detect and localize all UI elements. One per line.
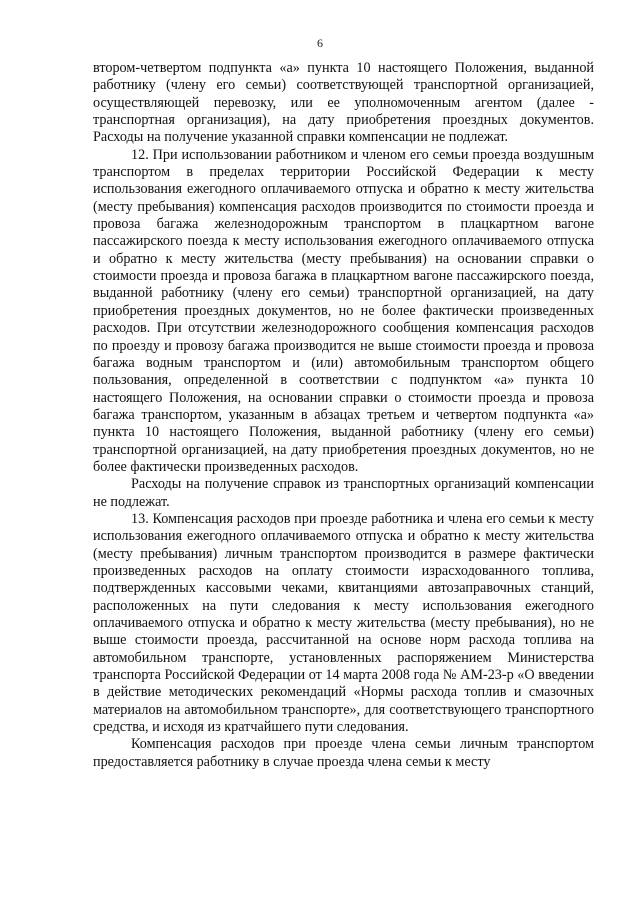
paragraph-item-12: 12. При использовании работником и членом его семьи проезда воздушным транспортом в пределах территории Российской Федерации к месту использования ежегодного оплачиваемого отпуска и обратно к месту жительства (месту пребывания) компенсация расходов производится по стоимости проезда и провоза багажа железнодорожным транспортом в плацкартном вагоне пассажирского поезда к месту использования ежегодного оплачиваемого отпуска и обратно к месту жительства (месту пребывания) на основании справки о стоимости проезда и провоза багажа в плацкартном вагоне пассажирского поезда, выданной работнику (члену его семьи) транспортной организацией, на дату приобретения проездных документов, но не более фактически произведенных расходов. При отсутствии железнодорожного сообщения компенсация расходов по проезду и провозу багажа производится не выше стоимости проезда и провоза багажа водным транспортом и (или) автомобильным транспортом общего пользования, определенной в соответствии с подпунктом «а» пункта 10 настоящего Положения, на основании справки о стоимости проезда и провоза багажа транспортом, указанным в абзацах третьем и четвертом подпункта «а» пункта 10 настоящего Положения, выданной работнику (члену его семьи) транспортной организацией, на дату приобретения проездных документов, но не более фактически произведенных расходов. [93, 146, 594, 475]
page-number: 6 [317, 36, 323, 50]
paragraph-item-12-note: Расходы на получение справок из транспортных организаций компенсации не подлежат. [93, 476, 594, 510]
document-body [93, 60, 594, 771]
paragraph-continuation: втором-четвертом подпункта «а» пункта 10 настоящего Положения, выданной работнику (члену его семьи) соответствующей транспортной организацией, осуществляющей перевозку, или ее уполномоченным агентом (далее - транспортная организация), на дату приобретения проездных документов. Расходы на получение указанной справки компенсации не подлежат. [93, 60, 594, 146]
paragraph-item-13: 13. Компенсация расходов при проезде работника и члена его семьи к месту использования ежегодного оплачиваемого отпуска и обратно к месту жительства (месту пребывания) личным транспортом производится в размере фактически произведенных расходов на оплату стоимости израсходованного топлива, подтвержденных кассовыми чеками, квитанциями автозаправочных станций, расположенных на пути следования к месту использования ежегодного оплачиваемого отпуска и обратно к месту жительства (месту пребывания), но не выше стоимости проезда, рассчитанной на основе норм расхода топлива на автомобильном транспорте, установленных распоряжением Министерства транспорта Российской Федерации от 14 марта 2008 года № АМ-23-р «О введении в действие методических рекомендаций «Нормы расхода топлив и смазочных материалов на автомобильном транспорте», для соответствующего транспортного средства, и исходя из кратчайшего пути следования. [93, 510, 594, 736]
paragraph-item-13-family: Компенсация расходов при проезде члена семьи личным транспортом предоставляется работнику в случае проезда члена семьи к месту [93, 736, 594, 770]
